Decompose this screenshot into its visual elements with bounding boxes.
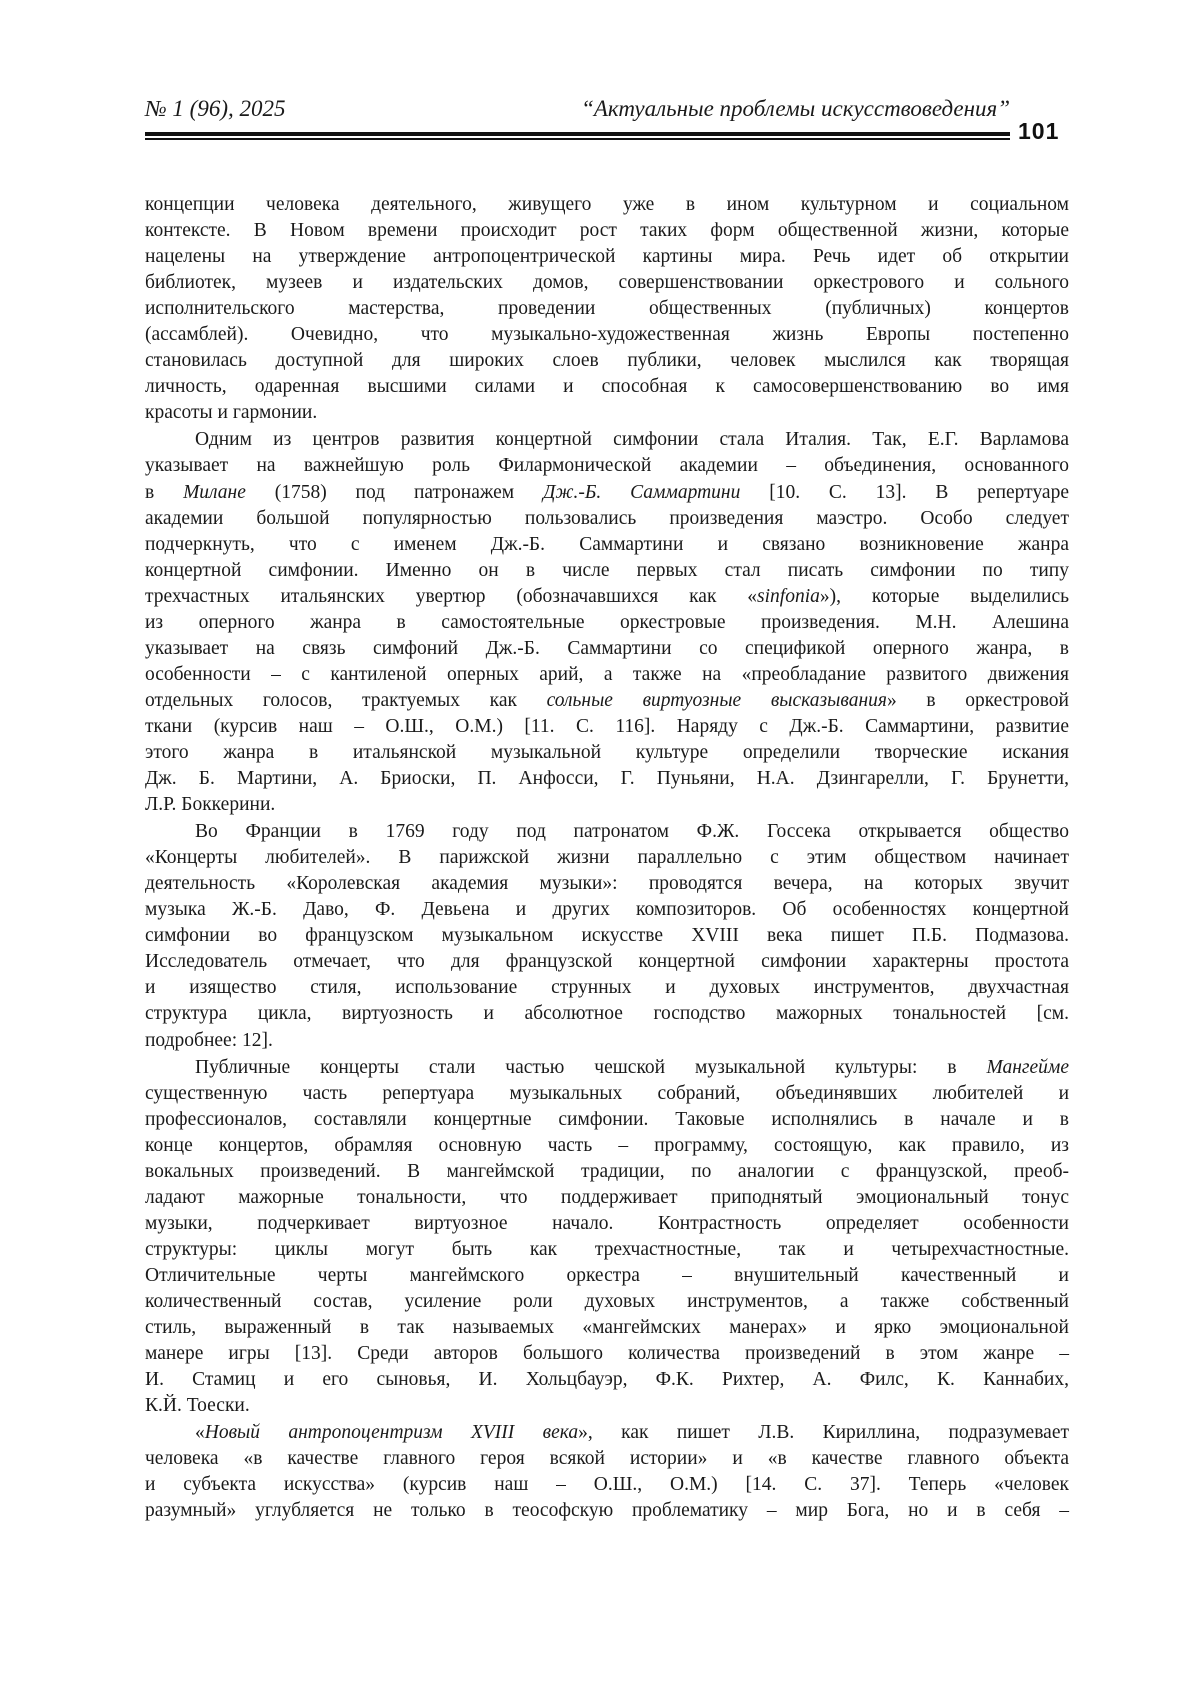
text-run: » в оркестровой bbox=[887, 690, 1069, 711]
text-run: (1758) под патронажем bbox=[246, 482, 543, 503]
text-line bbox=[145, 1159, 1069, 1185]
text-run: симфонии во французском музыкальном искусстве XVIII века пишет П.Б. Подмазова. bbox=[145, 925, 1069, 946]
text-line bbox=[145, 192, 1069, 218]
text-run: разумный» углубляется не только в теософскую проблематику – мир Бога, но и в себя – bbox=[145, 1500, 1069, 1521]
text-run: конце концертов, обрамляя основную часть – программу, состоящую, как правило, из bbox=[145, 1135, 1069, 1156]
text-line bbox=[145, 584, 1069, 610]
text-line bbox=[145, 400, 1069, 426]
text-line bbox=[145, 1107, 1069, 1133]
text-run: Публичные концерты стали частью чешской музыкальной культуры: в bbox=[195, 1057, 986, 1078]
text-run: Исследователь отмечает, что для французской концертной симфонии характерны простота bbox=[145, 951, 1069, 972]
text-line bbox=[145, 322, 1069, 348]
text-run: деятельность «Королевская академия музыки»: проводятся вечера, на которых звучит bbox=[145, 873, 1069, 894]
text-line bbox=[145, 662, 1069, 688]
text-run: музыки, подчеркивает виртуозное начало. Контрастность определяет особенности bbox=[145, 1213, 1069, 1234]
text-run: в bbox=[145, 482, 183, 503]
text-run: К.Й. Тоески. bbox=[145, 1395, 250, 1416]
text-line bbox=[145, 923, 1069, 949]
text-line bbox=[145, 532, 1069, 558]
text-line bbox=[145, 1498, 1069, 1524]
text-line bbox=[145, 427, 1069, 453]
text-line bbox=[145, 1367, 1069, 1393]
text-run: подчеркнуть, что с именем Дж.-Б. Саммартини и связано возникновение жанра bbox=[145, 534, 1069, 555]
text-run: академии большой популярностью пользовались произведения маэстро. Особо следует bbox=[145, 508, 1069, 529]
text-run: стиль, выраженный в так называемых «мангеймских манерах» и ярко эмоциональной bbox=[145, 1317, 1069, 1338]
text-run: подробнее: 12]. bbox=[145, 1030, 273, 1051]
journal-page bbox=[0, 0, 1200, 1698]
text-run: «Концерты любителей». В парижской жизни параллельно с этим обществом начинает bbox=[145, 847, 1069, 868]
text-line bbox=[145, 610, 1069, 636]
text-run: нацелены на утверждение антропоцентрической картины мира. Речь идет об открытии bbox=[145, 246, 1069, 267]
text-run: структура цикла, виртуозность и абсолютное господство мажорных тональностей [см. bbox=[145, 1003, 1069, 1024]
text-line bbox=[145, 714, 1069, 740]
text-line bbox=[145, 740, 1069, 766]
text-run: этого жанра в итальянской музыкальной культуре определили творческие искания bbox=[145, 742, 1069, 763]
text-line bbox=[145, 348, 1069, 374]
text-run: отдельных голосов, трактуемых как bbox=[145, 690, 547, 711]
text-line bbox=[145, 1393, 1069, 1419]
text-line bbox=[145, 949, 1069, 975]
text-line bbox=[145, 1133, 1069, 1159]
text-line bbox=[145, 218, 1069, 244]
header-rule-thin bbox=[145, 138, 1010, 140]
italic-text: Мангейме bbox=[986, 1057, 1069, 1078]
paragraph-p5 bbox=[145, 1420, 1069, 1524]
text-line bbox=[145, 819, 1069, 845]
paragraph-p2 bbox=[145, 427, 1069, 818]
text-run: существенную часть репертуара музыкальных собраний, объединявших любителей и bbox=[145, 1083, 1069, 1104]
text-line bbox=[145, 636, 1069, 662]
text-run: »), которые выделились bbox=[820, 586, 1069, 607]
text-line bbox=[145, 1420, 1069, 1446]
text-line bbox=[145, 1028, 1069, 1054]
text-line bbox=[145, 506, 1069, 532]
text-run: и изящество стиля, использование струнных и духовых инструментов, двухчастная bbox=[145, 977, 1069, 998]
text-run: указывает на важнейшую роль Филармонической академии – объединения, основанного bbox=[145, 455, 1069, 476]
italic-text: Дж.-Б. Саммартини bbox=[543, 482, 740, 503]
text-line bbox=[145, 1315, 1069, 1341]
text-run: указывает на связь симфоний Дж.-Б. Саммартини со спецификой оперного жанра, в bbox=[145, 638, 1069, 659]
text-line bbox=[145, 975, 1069, 1001]
text-run: манере игры [13]. Среди авторов большого количества произведений в этом жанре – bbox=[145, 1343, 1069, 1364]
text-run: профессионалов, составляли концертные симфонии. Таковые исполнялись в начале и в bbox=[145, 1109, 1069, 1130]
text-line bbox=[145, 453, 1069, 479]
text-run: Дж. Б. Мартини, А. Бриоски, П. Анфосси, Г. Пуньяни, Н.А. Дзингарелли, Г. Брунетти, bbox=[145, 768, 1069, 789]
text-run: концертной симфонии. Именно он в числе первых стал писать симфонии по типу bbox=[145, 560, 1069, 581]
text-line bbox=[145, 480, 1069, 506]
text-run: и субъекта искусства» (курсив наш – О.Ш., О.М.) [14. С. 37]. Теперь «человек bbox=[145, 1474, 1069, 1495]
text-run: личность, одаренная высшими силами и способная к самосовершенствованию во имя bbox=[145, 376, 1069, 397]
italic-text: sinfonia bbox=[757, 586, 820, 607]
text-run: из оперного жанра в самостоятельные оркестровые произведения. М.Н. Алешина bbox=[145, 612, 1069, 633]
italic-text: сольные виртуозные высказывания bbox=[547, 690, 887, 711]
text-line bbox=[145, 1341, 1069, 1367]
text-run: И. Стамиц и его сыновья, И. Хольцбауэр, Ф.К. Рихтер, А. Филс, К. Каннабих, bbox=[145, 1369, 1069, 1390]
text-run: ладают мажорные тональности, что поддерживает приподнятый эмоциональный тонус bbox=[145, 1187, 1069, 1208]
text-run: концепции человека деятельного, живущего уже в ином культурном и социальном bbox=[145, 194, 1069, 215]
text-run: [10. С. 13]. В репертуаре bbox=[740, 482, 1069, 503]
text-line bbox=[145, 1472, 1069, 1498]
text-run: музыка Ж.-Б. Даво, Ф. Девьена и других композиторов. Об особенностях концертной bbox=[145, 899, 1069, 920]
text-run: вокальных произведений. В мангеймской традиции, по аналогии с французской, преоб- bbox=[145, 1161, 1069, 1182]
text-line bbox=[145, 792, 1069, 818]
text-run: трехчастных итальянских увертюр (обозначавшихся как « bbox=[145, 586, 757, 607]
text-line bbox=[145, 244, 1069, 270]
text-line bbox=[145, 871, 1069, 897]
italic-text: Милане bbox=[183, 482, 246, 503]
text-line bbox=[145, 1446, 1069, 1472]
text-line bbox=[145, 845, 1069, 871]
header-rule-thick bbox=[145, 132, 1010, 136]
text-run: красоты и гармонии. bbox=[145, 402, 317, 423]
text-run: количественный состав, усиление роли духовых инструментов, а также собственный bbox=[145, 1291, 1069, 1312]
text-line bbox=[145, 1081, 1069, 1107]
page-number: 101 bbox=[1018, 118, 1059, 145]
text-line bbox=[145, 270, 1069, 296]
journal-title: “Актуальные проблемы искусствоведения” bbox=[555, 96, 1010, 122]
text-run: исполнительского мастерства, проведении общественных (публичных) концертов bbox=[145, 298, 1069, 319]
text-run: Отличительные черты мангеймского оркестра – внушительный качественный и bbox=[145, 1265, 1069, 1286]
text-line bbox=[145, 897, 1069, 923]
text-line bbox=[145, 688, 1069, 714]
text-run: ткани (курсив наш – О.Ш., О.М.) [11. С. 116]. Наряду с Дж.-Б. Саммартини, развитие bbox=[145, 716, 1069, 737]
paragraph-p1 bbox=[145, 192, 1069, 426]
text-run: особенности – с кантиленой оперных арий, а также на «преобладание развитого движения bbox=[145, 664, 1069, 685]
issue-number: № 1 (96), 2025 bbox=[145, 96, 286, 122]
text-run: « bbox=[195, 1422, 205, 1443]
text-line bbox=[145, 296, 1069, 322]
text-run: человека «в качестве главного героя всякой истории» и «в качестве главного объекта bbox=[145, 1448, 1069, 1469]
text-run: становилась доступной для широких слоев публики, человек мыслился как творящая bbox=[145, 350, 1069, 371]
text-line bbox=[145, 1211, 1069, 1237]
article-body bbox=[145, 192, 1069, 1524]
paragraph-p4 bbox=[145, 1055, 1069, 1420]
text-line bbox=[145, 1289, 1069, 1315]
text-line bbox=[145, 1055, 1069, 1081]
italic-text: Новый антропоцентризм XVIII века bbox=[205, 1422, 578, 1443]
text-run: Л.Р. Боккерини. bbox=[145, 794, 275, 815]
text-line bbox=[145, 1185, 1069, 1211]
text-run: (ассамблей). Очевидно, что музыкально-художественная жизнь Европы постепенно bbox=[145, 324, 1069, 345]
text-line bbox=[145, 766, 1069, 792]
text-run: », как пишет Л.В. Кириллина, подразумевает bbox=[578, 1422, 1069, 1443]
text-run: Одним из центров развития концертной симфонии стала Италия. Так, Е.Г. Варламова bbox=[195, 429, 1069, 450]
text-line bbox=[145, 374, 1069, 400]
text-line bbox=[145, 558, 1069, 584]
text-line bbox=[145, 1001, 1069, 1027]
text-run: контексте. В Новом времени происходит рост таких форм общественной жизни, которые bbox=[145, 220, 1069, 241]
text-run: Во Франции в 1769 году под патронатом Ф.Ж. Госсека открывается общество bbox=[195, 821, 1069, 842]
text-run: библиотек, музеев и издательских домов, совершенствовании оркестрового и сольного bbox=[145, 272, 1069, 293]
text-line bbox=[145, 1263, 1069, 1289]
paragraph-p3 bbox=[145, 819, 1069, 1053]
text-run: структуры: циклы могут быть как трехчастностные, так и четырехчастностные. bbox=[145, 1239, 1069, 1260]
text-line bbox=[145, 1237, 1069, 1263]
